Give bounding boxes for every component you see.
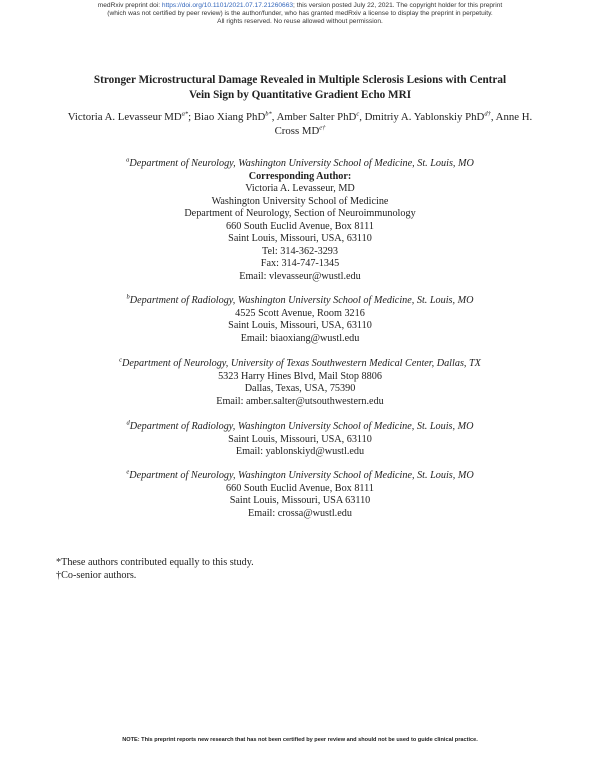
email-line[interactable]: Email: crossa@wustl.edu [248, 507, 352, 519]
affiliation-department: $^b$Department of Radiology, Washington University School of Medicine, St. Louis, MO [126, 293, 474, 306]
email-line[interactable]: Email: biaoxiang@wustl.edu [240, 332, 360, 344]
co-senior-note: †Co-senior authors. [56, 569, 137, 581]
address-line: Saint Louis, Missouri, USA, 63110 [228, 233, 372, 244]
banner-line-2: (which was not certified by peer review) is the author/funder, who has granted medRxiv a license to display the preprint in perpetuity. [107, 10, 493, 17]
address-line: Department of Neurology, Section of Neuroimmunology [184, 208, 416, 219]
address-line: Saint Louis, Missouri, USA, 63110 [228, 320, 372, 331]
affiliation-a [60, 158, 540, 283]
affiliation-e [60, 470, 540, 520]
corresponding-author-heading: Corresponding Author: [248, 170, 352, 182]
fax-line: Fax: 314-747-1345 [260, 258, 340, 269]
title-line-2: Vein Sign by Quantitative Gradient Echo MRI [188, 89, 412, 101]
affiliation-department: $^d$Department of Radiology, Washington University School of Medicine, St. Louis, MO [126, 419, 474, 432]
affiliation-department: $^a$Department of Neurology, Washington University School of Medicine, St. Louis, MO [126, 156, 474, 169]
address-line: Saint Louis, Missouri, USA 63110 [229, 495, 371, 506]
title-line-1: Stronger Microstructural Damage Revealed in Multiple Sclerosis Lesions with Central [93, 74, 507, 86]
email-line[interactable]: Email: yablonskiyd@wustl.edu [235, 446, 365, 457]
address-line: Victoria A. Levasseur, MD [245, 183, 355, 194]
author: Biao Xiang PhD$^{b*}$, [193, 110, 277, 123]
banner-line-1: medRxiv preprint doi: https://doi.org/10.1101/2021.07.17.21260663; this version posted July 22, 2021. The copyright holder for this preprint [97, 2, 503, 9]
address-line: Washington University School of Medicine [211, 195, 389, 207]
address-line: Saint Louis, Missouri, USA, 63110 [228, 433, 372, 445]
phone-line: Tel: 314-362-3293 [262, 245, 338, 257]
affiliation-department: $^c$Department of Neurology, University of Texas Southwestern Medical Center, Dallas, TX [119, 356, 481, 369]
address-line: 660 South Euclid Avenue, Box 8111 [226, 220, 374, 232]
email-line[interactable]: Email: amber.salter@utsouthwestern.edu [216, 395, 384, 407]
affiliation-d [60, 421, 540, 459]
affiliation-department: $^e$Department of Neurology, Washington University School of Medicine, St. Louis, MO [126, 468, 474, 481]
paper-title [60, 73, 540, 103]
doi-link[interactable]: https://doi.org/10.1101/2021.07.17.21260663 [161, 2, 294, 9]
address-line: Dallas, Texas, USA, 75390 [244, 383, 356, 394]
author: Anne H. Cross $MD^{e\dagger}$ [274, 111, 533, 137]
author-notes [56, 557, 254, 582]
address-line: 5323 Harry Hines Blvd, Mail Stop 8806 [218, 370, 382, 382]
address-line: 4525 Scott Avenue, Room 3216 [235, 307, 365, 319]
author: Dmitriy A. Yablonskiy PhD$^{d\dagger}$, [364, 110, 496, 123]
preprint-disclaimer: NOTE: This preprint reports new research that has not been certified by peer review and should not be used to guide clinical practice. [122, 737, 478, 743]
affiliation-b [60, 295, 540, 345]
email-line[interactable]: Email: vlevasseur@wustl.edu [239, 270, 361, 282]
equal-contribution-note: *These authors contributed equally to this study. [56, 557, 254, 568]
author: Amber Salter PhD$^c$, [276, 110, 365, 123]
affiliation-c [60, 358, 540, 408]
banner-line-3: All rights reserved. No reuse allowed without permission. [217, 18, 383, 25]
author-list [60, 110, 540, 138]
address-line: 660 South Euclid Avenue, Box 8111 [226, 482, 374, 494]
preprint-banner [0, 2, 600, 26]
author: Victoria A. Levasseur $MD^{a*}$; [67, 110, 194, 123]
